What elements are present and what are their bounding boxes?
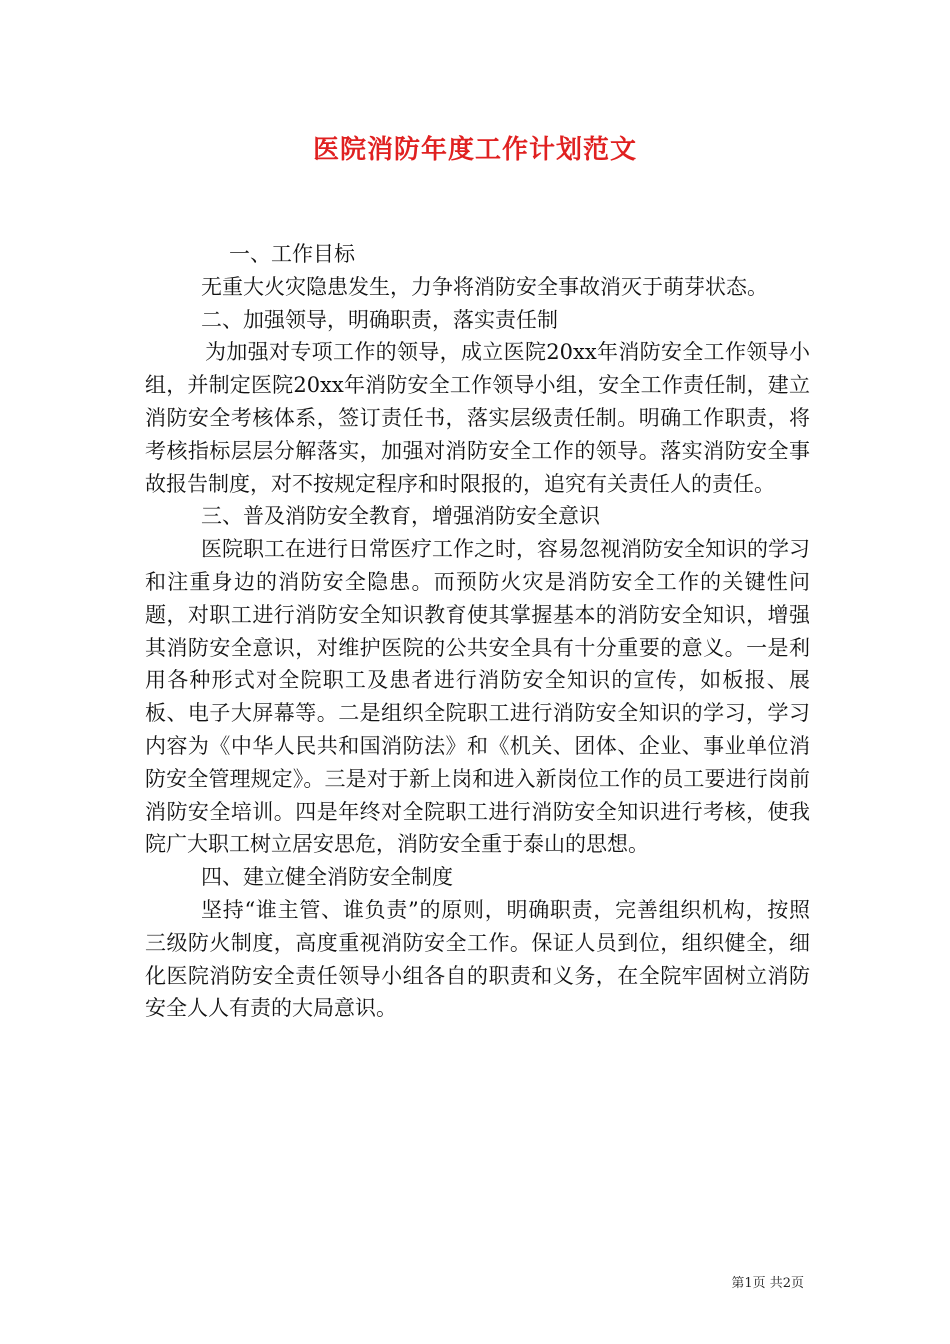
paragraph-goal: 无重大火灾隐患发生，力争将消防安全事故消灭于萌芽状态。 bbox=[201, 274, 768, 299]
paragraph-system: 坚持“谁主管、谁负责”的原则，明确职责，完善组织机构，按照三级防火制度，高度重视消防安全工作。保证人员到位，组织健全，细化医院消防安全责任领导小组各自的职责和义务，在全院牢固树立消防安全人人有责的大局意识。 bbox=[145, 897, 810, 1021]
section-heading-4: 四、建立健全消防安全制度 bbox=[201, 865, 453, 890]
paragraph-leadership: 为加强对专项工作的领导，成立医院20xx年消防安全工作领导小组，并制定医院20xx年消防安全工作领导小组，安全工作责任制，建立消防安全考核体系，签订责任书，落实层级责任制。明确工作职责，将考核指标层层分解落实，加强对消防安全工作的领导。落实消防安全事故报告制度，对不按规定程序和时限报的，追究有关责任人的责任。 bbox=[145, 340, 810, 496]
paragraph-education: 医院职工在进行日常医疗工作之时，容易忽视消防安全知识的学习和注重身边的消防安全隐患。而预防火灾是消防安全工作的关键性问题，对职工进行消防安全知识教育使其掌握基本的消防安全知识，增强其消防安全意识，对维护医院的公共安全具有十分重要的意义。一是利用各种形式对全院职工及患者进行消防安全知识的宣传，如板报、展板、电子大屏幕等。二是组织全院职工进行消防安全知识的学习，学习内容为《中华人民共和国消防法》和《机关、团体、企业、事业单位消防安全管理规定》。三是对于新上岗和进入新岗位工作的员工要进行岗前消防安全培训。四是年终对全院职工进行消防安全知识进行考核，使我院广大职工树立居安思危，消防安全重于泰山的思想。 bbox=[145, 537, 810, 857]
document-body bbox=[145, 238, 810, 1025]
section-heading-2: 二、加强领导，明确职责，落实责任制 bbox=[201, 307, 558, 332]
document-title: 医院消防年度工作计划范文 bbox=[312, 135, 637, 165]
section-heading-3: 三、普及消防安全教育，增强消防安全意识 bbox=[201, 504, 600, 529]
page-number: 第1页 共2页 bbox=[731, 1276, 804, 1291]
section-heading-1: 一、工作目标 bbox=[229, 242, 355, 266]
